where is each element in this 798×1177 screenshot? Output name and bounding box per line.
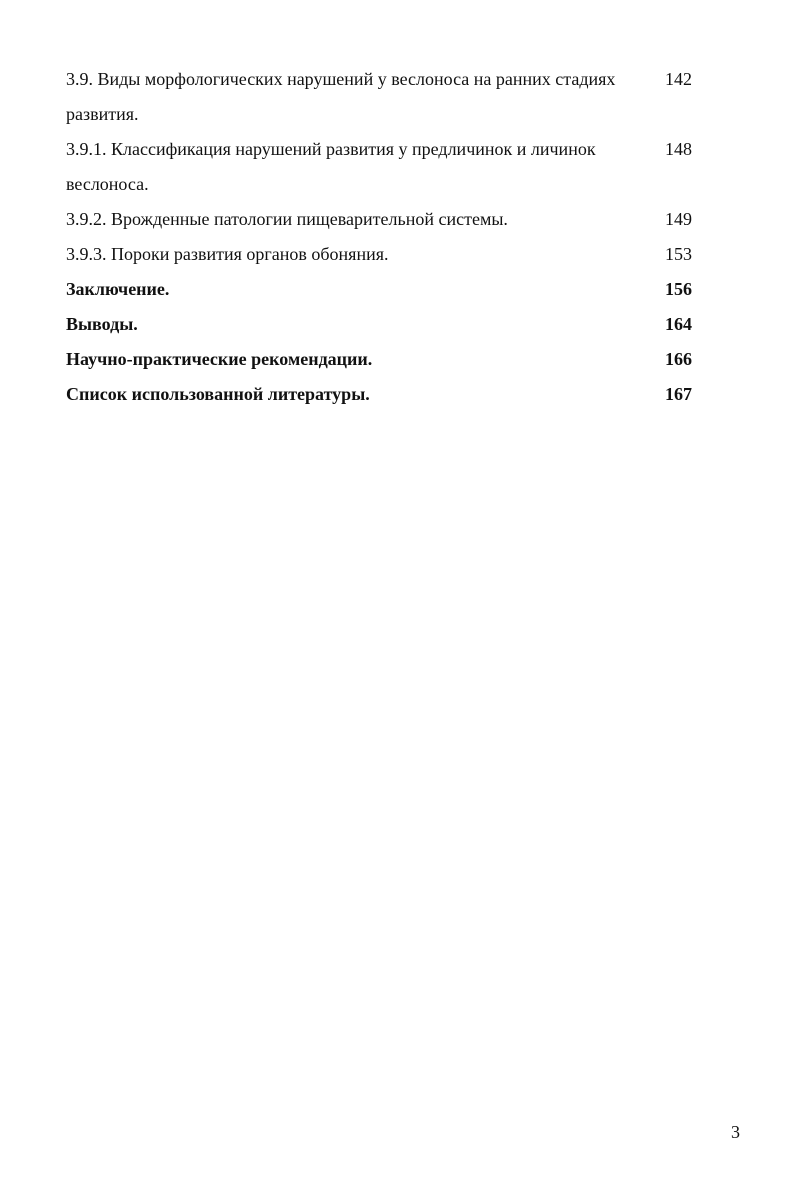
- toc-entry-3-9-3: [66, 237, 692, 272]
- toc-entry-title: 3.9.1. Классификация нарушений развития у предличинок и личинок веслоноса.: [66, 139, 596, 194]
- toc-entry-title: Научно-практические рекомендации.: [66, 349, 373, 369]
- toc-entry-page: 149: [665, 209, 692, 229]
- toc-entry-page: 164: [665, 314, 692, 334]
- toc-entry-page: 142: [665, 69, 692, 89]
- page-number: 3: [731, 1122, 740, 1142]
- toc-entry-page: 148: [665, 139, 692, 159]
- toc-entry-title: Заключение.: [66, 279, 170, 299]
- toc-entry-page: 166: [665, 349, 692, 369]
- toc-entry-findings: [66, 307, 692, 342]
- toc-entry-page: 153: [665, 244, 692, 264]
- toc-entry-conclusion: [66, 272, 692, 307]
- toc-entry-title: 3.9.3. Пороки развития органов обоняния.: [66, 244, 389, 264]
- toc-entry-3-9: [66, 62, 692, 132]
- toc-entry-page: 167: [665, 384, 692, 404]
- table-of-contents: [66, 62, 692, 412]
- toc-entry-bibliography: [66, 377, 692, 412]
- toc-entry-title: 3.9. Виды морфологических нарушений у веслоноса на ранних стадиях развития.: [66, 69, 616, 124]
- toc-entry-page: 156: [665, 279, 692, 299]
- toc-entry-3-9-2: [66, 202, 692, 237]
- toc-entry-title: Список использованной литературы.: [66, 384, 370, 404]
- toc-entry-title: 3.9.2. Врожденные патологии пищеварительной системы.: [66, 209, 508, 229]
- toc-entry-3-9-1: [66, 132, 692, 202]
- toc-entry-title: Выводы.: [66, 314, 138, 334]
- toc-entry-recommendations: [66, 342, 692, 377]
